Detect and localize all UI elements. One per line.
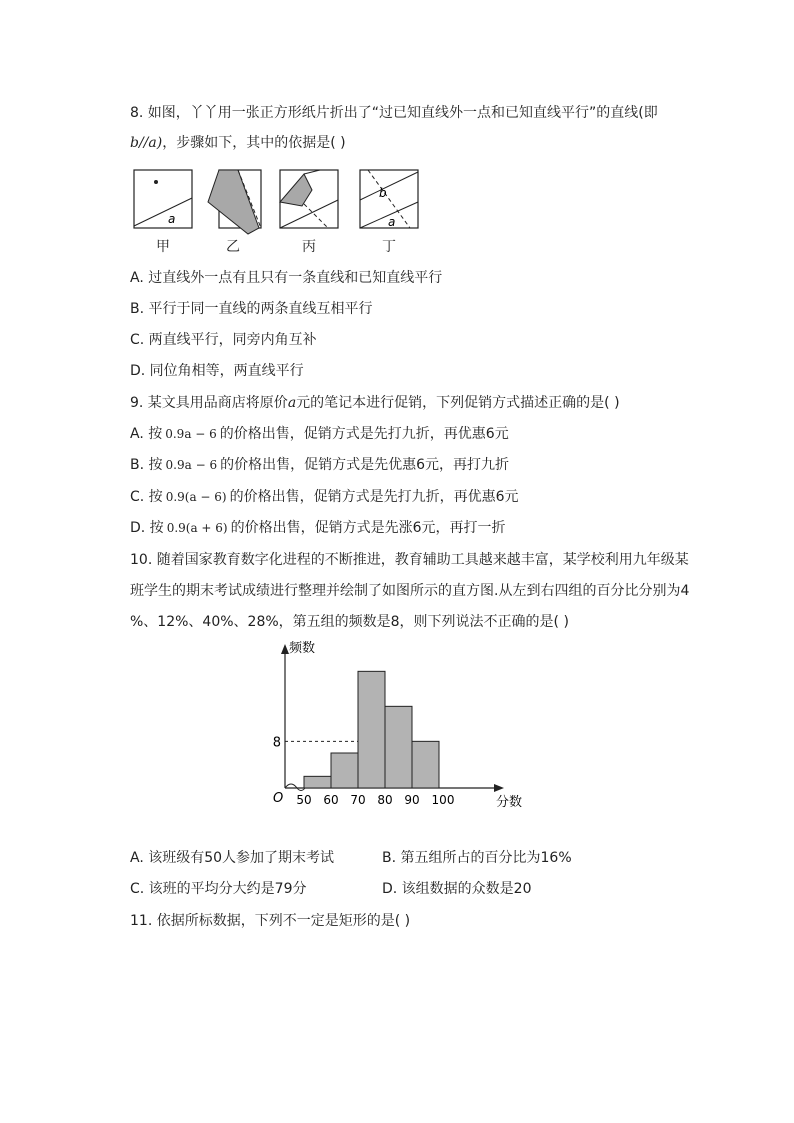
q9-a-text: 的价格出售，促销方式是先打九折，再优惠6元 [219, 426, 509, 442]
q10-stem-line3: %、12%、40%、28%，第五组的频数是8，则下列说法不正确的是( ) [130, 614, 569, 630]
x-tick-label: 90 [404, 793, 420, 807]
histogram-chart [260, 640, 540, 815]
x-tick-label: 50 [296, 793, 312, 807]
q8-option-a: A. 过直线外一点有且只有一条直线和已知直线平行 [130, 270, 443, 286]
q8-math-b-parallel-a: b//a) [130, 135, 163, 151]
q9-b-text: 的价格出售，促销方式是先优惠6元，再打九折 [220, 457, 509, 473]
q8-stem-line1: 8. 如图，丫丫用一张正方形纸片折出了“过已知直线外一点和已知直线平行”的直线(即 [130, 105, 658, 121]
label-b: b [379, 186, 387, 200]
q10-option-a: A. 该班级有50人参加了期末考试 [130, 850, 335, 866]
label-a-ding: a [388, 215, 396, 229]
q9-d-text: 的价格出售，促销方式是先涨6元，再打一折 [230, 520, 506, 536]
q9-d-label: D. 按 [130, 520, 164, 536]
caption-yi: 乙 [226, 239, 240, 255]
x-axis-arrow [494, 784, 504, 792]
histogram-bar [304, 776, 331, 788]
q8-option-b: B. 平行于同一直线的两条直线互相平行 [130, 301, 373, 317]
q10-option-b: B. 第五组所占的百分比为16% [382, 850, 572, 866]
q9-stem-pre: 9. 某文具用品商店将原价 [130, 395, 288, 411]
q10-stem-line1: 10. 随着国家教育数字化进程的不断推进，教育辅助工具越来越丰富，某学校利用九年级某 [130, 552, 689, 568]
q10-option-c: C. 该班的平均分大约是79分 [130, 881, 307, 897]
q9-c-label: C. 按 [130, 489, 163, 505]
caption-ding: 丁 [382, 239, 396, 255]
q8-fold-figures [128, 166, 428, 238]
axis-break [285, 784, 305, 791]
y-tick-label: 8 [272, 735, 281, 751]
caption-jia: 甲 [156, 239, 170, 255]
figure-yi [208, 170, 261, 234]
q9-option-c [130, 487, 519, 507]
histogram-bar [412, 741, 439, 788]
q8-option-d: D. 同位角相等，两直线平行 [130, 363, 304, 379]
y-axis-arrow [281, 644, 289, 654]
y-axis-title: 频数 [289, 641, 316, 656]
histogram-bar [385, 706, 412, 788]
q10-option-d: D. 该组数据的众数是20 [382, 881, 532, 897]
figure-jia [134, 170, 192, 228]
x-tick-label: 70 [350, 793, 366, 807]
figure-ding [360, 170, 418, 229]
q9-stem-post: 元的笔记本进行促销，下列促销方式描述正确的是( ) [296, 395, 620, 411]
x-tick-label: 60 [323, 793, 339, 807]
histogram-bar [358, 671, 385, 788]
q9-b-expr: 0.9a − 6 [165, 458, 218, 472]
x-tick-label: 100 [431, 793, 455, 807]
q9-a-label: A. 按 [130, 426, 163, 442]
histogram-bar [331, 753, 358, 788]
q8-stem-line2-text: ，步骤如下，其中的依据是( ) [162, 135, 346, 151]
x-axis-title: 分数 [496, 795, 523, 810]
q9-stem [130, 393, 620, 413]
q9-option-b [130, 455, 509, 475]
x-tick-label: 80 [377, 793, 393, 807]
q10-stem-line2: 班学生的期末考试成绩进行整理并绘制了如图所示的直方图.从左到右四组的百分比分别为4 [130, 583, 690, 599]
q8-option-c: C. 两直线平行，同旁内角互补 [130, 332, 317, 348]
q9-option-a [130, 424, 509, 444]
q9-c-expr: 0.9(a − 6) [165, 490, 227, 504]
q11-stem: 11. 依据所标数据，下列不一定是矩形的是( ) [130, 913, 411, 929]
q9-a-expr: 0.9a − 6 [165, 427, 217, 441]
q9-b-label: B. 按 [130, 457, 163, 473]
q9-c-text: 的价格出售，促销方式是先打九折，再优惠6元 [229, 489, 519, 505]
q9-option-d [130, 518, 506, 538]
caption-bing: 丙 [302, 239, 316, 255]
label-a: a [168, 212, 176, 226]
origin-label: O [273, 791, 284, 806]
histogram-bars [304, 671, 439, 788]
q9-var-a: a [287, 395, 297, 411]
q9-d-expr: 0.9(a + 6) [166, 521, 228, 535]
figure-bing [280, 170, 338, 228]
q8-stem-line2 [130, 133, 346, 153]
